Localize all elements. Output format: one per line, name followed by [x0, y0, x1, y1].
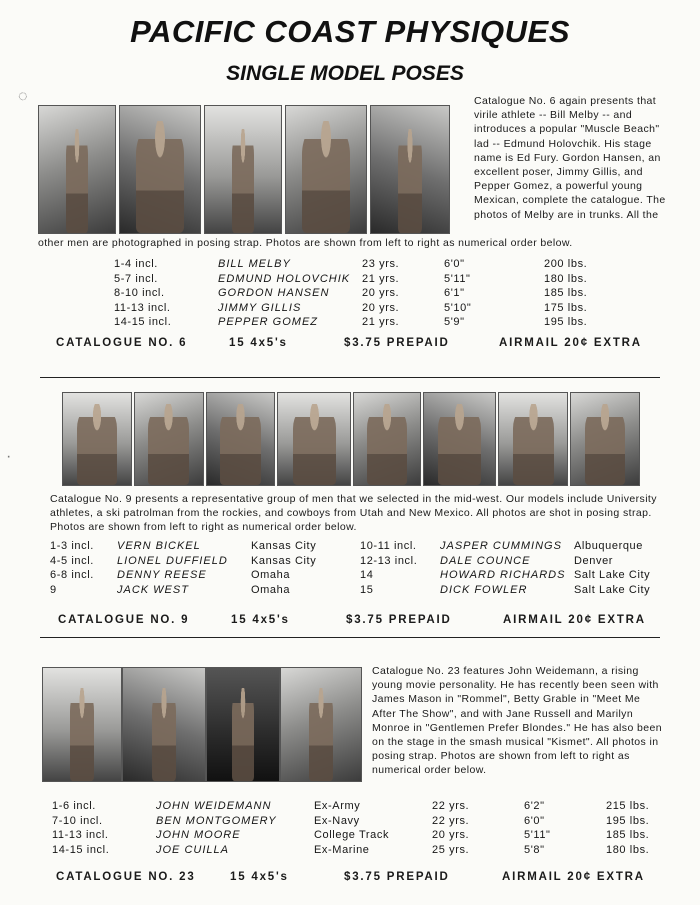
photo-range: 1-6 incl.	[52, 800, 96, 812]
catalogue-label: CATALOGUE NO. 6	[56, 337, 188, 349]
model-name: JIMMY GILLIS	[218, 301, 302, 314]
model-photo	[570, 392, 640, 486]
model-height: 6'0"	[444, 258, 465, 270]
model-height: 5'11"	[444, 272, 471, 285]
photo-range: 11-13 incl.	[114, 301, 171, 314]
model-name: JOE CUILLA	[156, 843, 229, 856]
model-name: JOHN WEIDEMANN	[156, 800, 272, 812]
model-photo	[206, 392, 276, 486]
photo-range: 8-10 incl.	[114, 287, 165, 299]
model-name: EDMUND HOLOVCHIK	[218, 272, 351, 285]
model-age: 20 yrs.	[362, 301, 400, 314]
model-name: LIONEL DUFFIELD	[117, 554, 228, 567]
photo-range: 5-7 incl.	[114, 272, 158, 285]
table-row	[114, 316, 614, 331]
model-name: HOWARD RICHARDS	[440, 569, 566, 581]
model-city: Kansas City	[251, 540, 317, 552]
catalogue-9-description: Catalogue No. 9 presents a representative group of men that we selected in the mid-west. Our models include University athletes, a ski patrolman from the rockies, and cowboys from Utah and New Mexico. All photos are shot in posing strap. Photos are shown from left to right as numerical order below.	[50, 493, 657, 534]
model-photo	[423, 392, 497, 486]
model-city: Kansas City	[251, 554, 317, 567]
photo-count: 15 4x5's	[231, 614, 290, 626]
model-photo	[285, 105, 367, 234]
catalogue-label: CATALOGUE NO. 23	[56, 871, 196, 883]
table-row	[360, 569, 670, 584]
photo-range: 6-8 incl.	[50, 569, 94, 581]
model-age: 20 yrs.	[362, 287, 400, 299]
table-row	[360, 540, 670, 555]
table-row	[50, 569, 351, 584]
photo-range: 14-15 incl.	[52, 843, 110, 856]
model-city: Albuquerque	[574, 540, 643, 552]
model-name: JOHN MOORE	[156, 829, 241, 841]
model-height: 5'11"	[524, 829, 551, 841]
model-weight: 180 lbs.	[606, 843, 650, 856]
model-weight: 195 lbs.	[606, 814, 650, 827]
photo-range: 14-15 incl.	[114, 316, 172, 328]
table-row	[360, 584, 670, 599]
model-height: 5'10"	[444, 301, 472, 314]
model-photo	[62, 392, 132, 486]
catalogue-23-order-line	[0, 871, 700, 887]
model-weight: 185 lbs.	[606, 829, 650, 841]
model-photo	[370, 105, 450, 234]
photo-range: 15	[360, 583, 374, 596]
model-photo	[38, 105, 116, 234]
catalogue-6-photo-strip	[38, 105, 450, 232]
photo-range: 1-3 incl.	[50, 540, 94, 552]
model-name: DALE COUNCE	[440, 554, 531, 567]
catalogue-23-description: Catalogue No. 23 features John Weidemann, a rising young movie personality. He has recently been seen with James Mason in "Rommel", Betty Grable in "Meet Me After The Show", and with Jane Russell and Marilyn Monroe in "Gentlemen Prefer Blondes." He has also been on the stage in the smash musical "Kismet". All photos in posing strap. Photos are shown from left to right as numerical order below.	[372, 665, 662, 777]
model-photo	[119, 105, 201, 234]
price: $3.75 PREPAID	[346, 614, 452, 626]
model-background: Ex-Navy	[314, 814, 360, 827]
price: $3.75 PREPAID	[344, 871, 450, 883]
table-row	[114, 273, 614, 288]
model-weight: 200 lbs.	[544, 258, 588, 270]
table-row	[114, 287, 614, 302]
table-row	[360, 555, 670, 570]
catalogue-23-model-table	[52, 800, 666, 858]
catalogue-6-description-tail: other men are photographed in posing strap. Photos are shown from left to right as numerical order below.	[38, 237, 573, 249]
airmail-note: AIRMAIL 20¢ EXTRA	[502, 871, 645, 883]
model-age: 22 yrs.	[432, 800, 470, 812]
model-height: 6'0"	[524, 814, 545, 827]
catalogue-9-model-table-right	[360, 540, 670, 598]
model-city: Omaha	[251, 569, 291, 581]
table-row	[52, 815, 666, 830]
model-photo	[353, 392, 421, 486]
model-name: JASPER CUMMINGS	[440, 540, 562, 552]
table-row	[50, 584, 351, 599]
model-photo	[134, 392, 204, 486]
model-height: 5'9"	[444, 316, 465, 328]
page-title: PACIFIC COAST PHYSIQUES	[130, 14, 570, 49]
table-row	[52, 829, 666, 844]
model-city: Salt Lake City	[574, 569, 651, 581]
model-weight: 180 lbs.	[544, 272, 588, 285]
model-name: BILL MELBY	[218, 258, 291, 270]
model-photo	[277, 392, 351, 486]
section-divider	[40, 377, 660, 378]
photo-range: 1-4 incl.	[114, 258, 158, 270]
catalogue-9-photo-strip	[62, 392, 640, 484]
photo-count: 15 4x5's	[229, 337, 288, 349]
model-height: 6'1"	[444, 287, 465, 299]
model-photo	[206, 667, 280, 782]
model-city: Salt Lake City	[574, 583, 651, 596]
model-photo	[280, 667, 362, 782]
catalogue-9-order-line	[0, 614, 700, 630]
model-age: 21 yrs.	[362, 272, 400, 285]
table-row	[114, 258, 614, 273]
table-row	[52, 844, 666, 859]
table-row	[52, 800, 666, 815]
airmail-note: AIRMAIL 20¢ EXTRA	[499, 337, 642, 349]
model-name: PEPPER GOMEZ	[218, 316, 319, 328]
photo-count: 15 4x5's	[230, 871, 289, 883]
margin-mark: ◌	[18, 88, 28, 105]
catalogue-label: CATALOGUE NO. 9	[58, 614, 190, 626]
catalogue-6-description: Catalogue No. 6 again presents that virile athlete -- Bill Melby -- and introduces a popular "Muscle Beach" lad -- Edmund Holovchik. His stage name is Ed Fury. Gordon Hansen, an excellent poser, Jimmy Gillis, and Pepper Gomez, a powerful young Mexican, complete the catalogue. The photos of Melby are in trunks. All the	[474, 95, 666, 221]
model-weight: 215 lbs.	[606, 800, 650, 812]
model-city: Denver	[574, 554, 614, 567]
model-name: GORDON HANSEN	[218, 287, 330, 299]
table-row	[50, 540, 351, 555]
model-name: DICK FOWLER	[440, 583, 528, 596]
model-age: 22 yrs.	[432, 814, 470, 827]
model-name: JACK WEST	[117, 583, 189, 596]
photo-range: 14	[360, 569, 374, 581]
model-age: 20 yrs.	[432, 829, 470, 841]
catalogue-9-model-table-left	[50, 540, 351, 598]
model-photo	[42, 667, 122, 782]
photo-range: 11-13 incl.	[52, 829, 109, 841]
model-name: DENNY REESE	[117, 569, 207, 581]
model-height: 6'2"	[524, 800, 545, 812]
page-subtitle: SINGLE MODEL POSES	[226, 62, 464, 85]
model-weight: 195 lbs.	[544, 316, 588, 328]
model-photo	[122, 667, 206, 782]
model-background: Ex-Army	[314, 800, 361, 812]
model-background: Ex-Marine	[314, 843, 370, 856]
price: $3.75 PREPAID	[344, 337, 450, 349]
model-name: VERN BICKEL	[117, 540, 201, 552]
model-photo	[204, 105, 282, 234]
model-photo	[498, 392, 568, 486]
catalogue-6-order-line	[0, 337, 700, 353]
photo-range: 4-5 incl.	[50, 554, 94, 567]
model-age: 23 yrs.	[362, 258, 400, 270]
photo-range: 12-13 incl.	[360, 554, 418, 567]
catalogue-23-photo-strip	[42, 667, 362, 780]
photo-range: 9	[50, 583, 57, 596]
section-divider	[40, 637, 660, 638]
model-weight: 185 lbs.	[544, 287, 588, 299]
model-city: Omaha	[251, 583, 291, 596]
model-name: BEN MONTGOMERY	[156, 814, 277, 827]
table-row	[50, 555, 351, 570]
airmail-note: AIRMAIL 20¢ EXTRA	[503, 614, 646, 626]
model-age: 21 yrs.	[362, 316, 400, 328]
margin-mark: ·	[6, 448, 12, 465]
photo-range: 7-10 incl.	[52, 814, 103, 827]
catalogue-6-model-table	[114, 258, 614, 331]
model-height: 5'8"	[524, 843, 545, 856]
model-age: 25 yrs.	[432, 843, 470, 856]
model-background: College Track	[314, 829, 390, 841]
model-weight: 175 lbs.	[544, 301, 588, 314]
photo-range: 10-11 incl.	[360, 540, 417, 552]
table-row	[114, 302, 614, 317]
